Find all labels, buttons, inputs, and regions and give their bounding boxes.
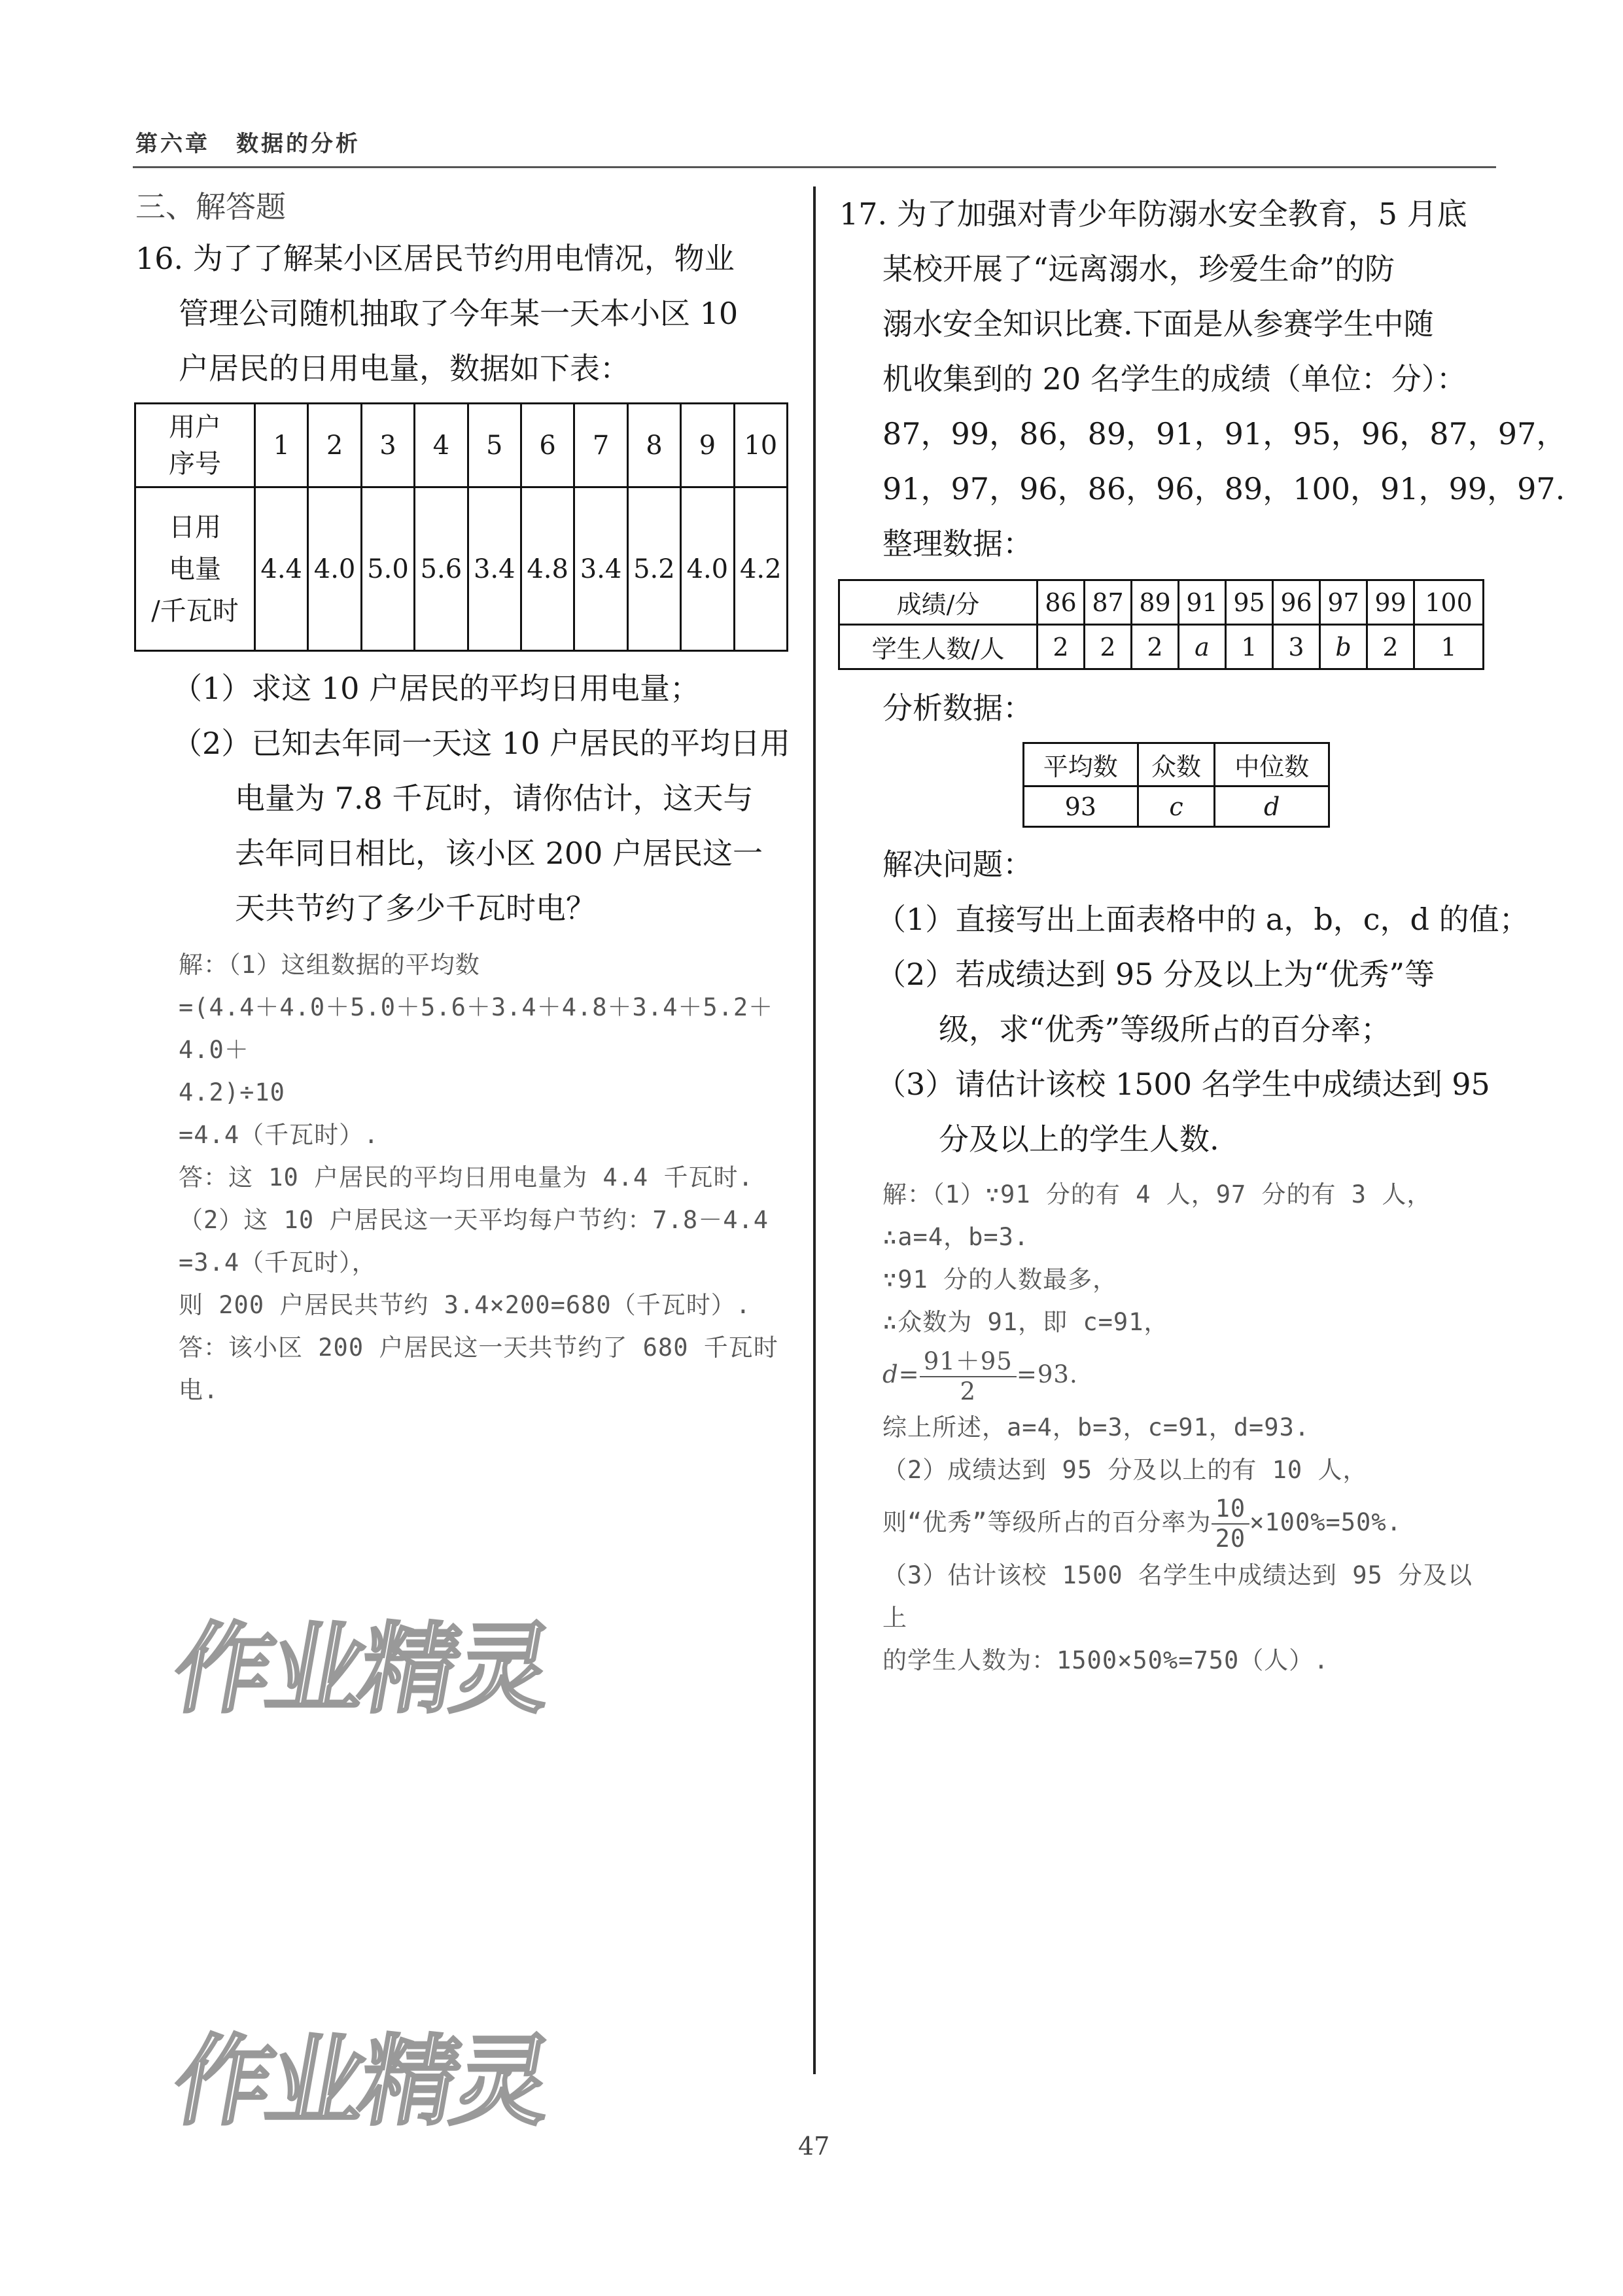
q17-count-cell: 2 [1367, 625, 1414, 669]
q17-stats-header: 平均数 [1024, 743, 1138, 786]
q17-count-cell: 2 [1085, 625, 1132, 669]
q16-id-cell: 7 [574, 404, 627, 487]
q17-score-cell: 89 [1132, 580, 1179, 625]
q17-score-cell: 86 [1038, 580, 1085, 625]
q17-answer-rate: 则“优秀”等级所占的百分率为 $\frac{10}{20}$ ×100%=50%. [882, 1494, 1402, 1553]
q17-score-cell: 100 [1414, 580, 1484, 625]
q17-score-cell: 95 [1226, 580, 1273, 625]
q17-sub-2-line-2: 级，求“优秀”等级所占的百分率； [939, 1012, 1391, 1047]
question-16 [135, 231, 793, 1411]
q16-row2-header: 日用 电量 /千瓦时 [135, 487, 255, 651]
q17-answer-line: ∴众数为 91，即 c=91， [882, 1308, 1169, 1336]
q17-line-1: 17. 为了加强对青少年防溺水安全教育，5 月底 [839, 196, 1467, 232]
q16-table [134, 402, 788, 652]
q16-id-cell: 10 [734, 404, 787, 487]
q16-value-cell: 5.0 [361, 487, 414, 651]
q17-analyze-label: 分析数据： [882, 690, 1033, 726]
q17-score-table [838, 579, 1484, 670]
q17-answer-line: （2）成绩达到 95 分及以上的有 10 人， [882, 1456, 1368, 1484]
page-number: 47 [798, 2132, 830, 2161]
chapter-label: 第六章 [135, 131, 210, 157]
q16-id-cell: 2 [308, 404, 361, 487]
q16-answer-line: 答：这 10 户居民的平均日用电量为 4.4 千瓦时. [179, 1163, 754, 1192]
rate-fraction: $\frac{10}{20}$ [1212, 1494, 1250, 1553]
q16-id-cell: 6 [521, 404, 574, 487]
q17-data-line-2: 91，97，96，86，96，89，100，91，99，97. [882, 471, 1565, 506]
q17-stats-value: c [1138, 786, 1215, 827]
q16-value-cell: 4.0 [308, 487, 361, 651]
q17-sub-3-line-2: 分及以上的学生人数. [939, 1122, 1219, 1157]
q17-count-cell: b [1320, 625, 1367, 669]
q16-id-cell: 8 [627, 404, 680, 487]
header-rule [133, 166, 1496, 168]
q16-id-cell: 4 [415, 404, 468, 487]
q17-stats-header: 众数 [1138, 743, 1215, 786]
q16-id-cell: 1 [255, 404, 308, 487]
q17-data-line-1: 87，99，86，89，91，91，95，96，87，97， [882, 416, 1567, 451]
q16-sub-2-line-2: 电量为 7.8 千瓦时，请你估计，这天与 [235, 781, 754, 816]
question-17 [839, 186, 1567, 1682]
q17-count-cell: 2 [1038, 625, 1085, 669]
q16-sub-2-line-3: 去年同日相比，该小区 200 户居民这一 [235, 836, 763, 871]
watermark-logo: 作业精灵 [165, 2025, 557, 2139]
q17-stats-value: 93 [1024, 786, 1138, 827]
q16-value-cell: 3.4 [574, 487, 627, 651]
q16-value-cell: 4.4 [255, 487, 308, 651]
q16-value-cell: 4.8 [521, 487, 574, 651]
q16-row1-header: 用户 序号 [135, 404, 255, 487]
q16-answer-line: 答：该小区 200 户居民这一天共节约了 680 千瓦时电. [179, 1333, 778, 1404]
q17-line-3: 溺水安全知识比赛.下面是从参赛学生中随 [882, 306, 1434, 342]
q17-stats-header: 中位数 [1215, 743, 1329, 786]
q16-answer-line: 则 200 户居民共节约 3.4×200=680（千瓦时）. [179, 1291, 751, 1319]
q17-solve-label: 解决问题： [882, 847, 1033, 882]
q16-value-cell: 3.4 [468, 487, 521, 651]
q17-answer [839, 1173, 1493, 1682]
q17-line-2: 某校开展了“远离溺水，珍爱生命”的防 [882, 251, 1395, 287]
left-column [135, 186, 793, 1411]
q17-answer-line: ∵91 分的人数最多， [882, 1265, 1118, 1294]
q16-value-cell: 4.0 [681, 487, 734, 651]
q16-answer-line: 4.2)÷10 [179, 1078, 285, 1106]
q17-line-4: 机收集到的 20 名学生的成绩（单位：分）： [882, 361, 1467, 397]
section-title: 三、解答题 [135, 189, 286, 224]
q16-value-cell: 5.2 [627, 487, 680, 651]
q16-value-cell: 5.6 [415, 487, 468, 651]
q16-sub-1: （1）求这 10 户居民的平均日用电量； [172, 671, 701, 706]
q17-stats-value: d [1215, 786, 1329, 827]
q17-count-cell: 3 [1273, 625, 1320, 669]
q17-score-cell: 97 [1320, 580, 1367, 625]
q17-answer-line: 的学生人数为：1500×50%=750（人）. [882, 1646, 1329, 1674]
q17-answer-line: 综上所述，a=4，b=3，c=91，d=93. [882, 1413, 1310, 1441]
median-fraction: $\frac{91+95}{2}$ [920, 1347, 1017, 1406]
q17-answer-line: （3）估计该校 1500 名学生中成绩达到 95 分及以上 [882, 1561, 1473, 1632]
q16-line-1: 16. 为了了解某小区居民节约用电情况，物业 [135, 241, 735, 276]
q16-line-2: 管理公司随机抽取了今年某一天本小区 10 [179, 296, 739, 331]
q17-stats-table [1022, 742, 1330, 828]
q16-id-cell: 5 [468, 404, 521, 487]
q16-answer [135, 944, 793, 1411]
q16-answer-line: 解：（1）这组数据的平均数 [179, 951, 480, 979]
q17-score-cell: 99 [1367, 580, 1414, 625]
q17-count-cell: a [1179, 625, 1226, 669]
q17-score-cell: 91 [1179, 580, 1226, 625]
q17-answer-median: d= $\frac{91+95}{2}$ =93. [882, 1347, 1078, 1405]
q16-sub-2-line-4: 天共节约了多少千瓦时电？ [235, 891, 596, 926]
q16-answer-line: （2）这 10 户居民这一天平均每户节约：7.8－4.4 [179, 1206, 769, 1234]
q16-answer-line: =4.4（千瓦时）. [179, 1121, 379, 1149]
q17-count-cell: 2 [1132, 625, 1179, 669]
q17-score-header: 成绩/分 [839, 580, 1038, 625]
q17-sub-3-line-1: （3）请估计该校 1500 名学生中成绩达到 95 [876, 1067, 1490, 1102]
q17-count-header: 学生人数/人 [839, 625, 1038, 669]
q17-sub-1: （1）直接写出上面表格中的 a，b，c，d 的值； [876, 902, 1529, 937]
chapter-topic: 数据的分析 [236, 131, 360, 157]
column-divider [813, 186, 816, 2074]
q16-line-3: 户居民的日用电量，数据如下表： [179, 351, 630, 386]
q16-answer-line: =3.4（千瓦时）， [179, 1248, 377, 1277]
chapter-header [135, 126, 360, 158]
q16-answer-line: =(4.4＋4.0＋5.0＋5.6＋3.4＋4.8＋3.4＋5.2＋4.0＋ [179, 993, 774, 1064]
q17-sub-2-line-1: （2）若成绩达到 95 分及以上为“优秀”等 [876, 957, 1435, 992]
watermark-logo: 作业精灵 [165, 1613, 557, 1727]
q16-value-cell: 4.2 [734, 487, 787, 651]
q16-sub-2-line-1: （2）已知去年同一天这 10 户居民的平均日用 [172, 726, 791, 761]
q17-count-cell: 1 [1414, 625, 1484, 669]
q17-score-cell: 96 [1273, 580, 1320, 625]
right-column [839, 186, 1567, 1682]
q16-id-cell: 3 [361, 404, 414, 487]
q16-id-cell: 9 [681, 404, 734, 487]
q17-answer-line: ∴a=4，b=3. [882, 1223, 1030, 1251]
q17-count-cell: 1 [1226, 625, 1273, 669]
q17-answer-line: 解：（1）∵91 分的有 4 人，97 分的有 3 人， [882, 1180, 1432, 1209]
q17-organize-label: 整理数据： [882, 526, 1033, 561]
q17-score-cell: 87 [1085, 580, 1132, 625]
